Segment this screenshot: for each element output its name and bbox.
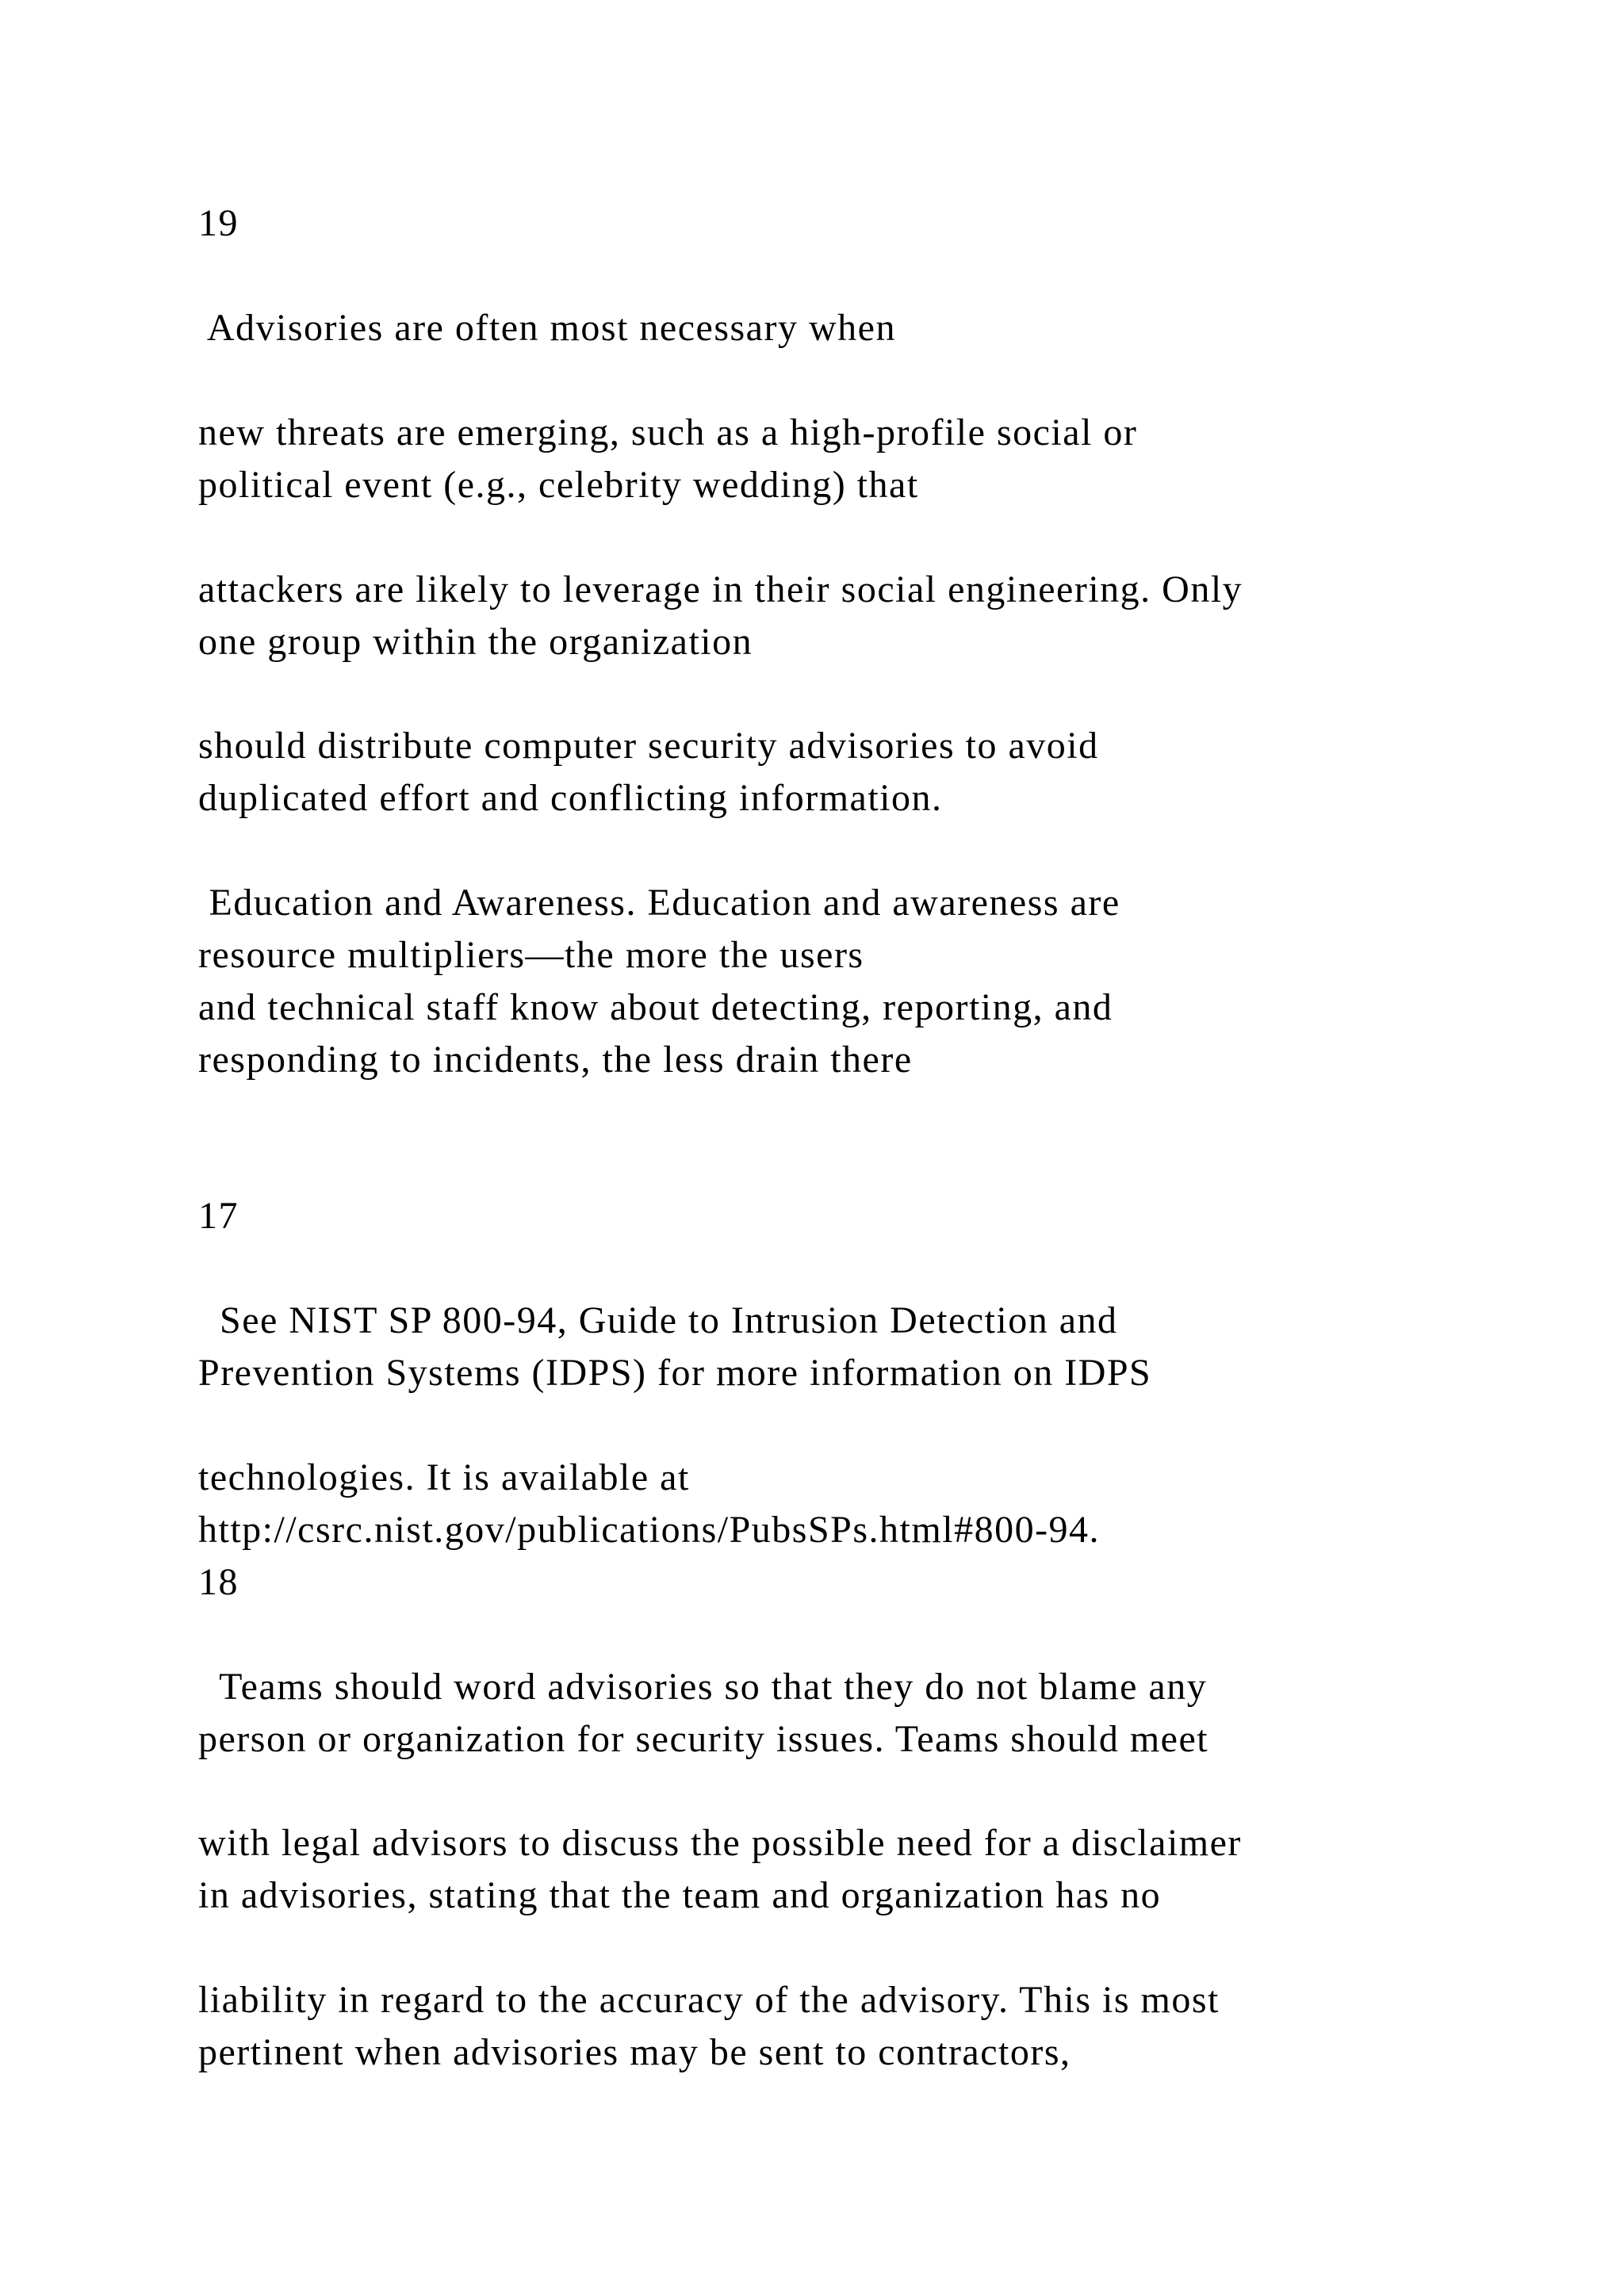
footnote-text: in advisories, stating that the team and organization has no xyxy=(198,1874,1162,1916)
footnote-text: person or organization for security issues. Teams should meet xyxy=(198,1718,1209,1760)
text-line: political event (e.g., celebrity wedding) that xyxy=(198,464,919,506)
footnote-text: pertinent when advisories may be sent to contractors, xyxy=(198,2031,1071,2073)
footnote-number-17: 17 xyxy=(198,1195,239,1237)
footnote-text: See NIST SP 800-94, Guide to Intrusion Detection and xyxy=(198,1299,1118,1341)
bullet-line: Education and Awareness. Education and awareness are xyxy=(198,882,1120,924)
footnote-text: technologies. It is available at xyxy=(198,1456,690,1498)
footnote-number-19: 19 xyxy=(198,202,239,244)
footnote-number-18: 18 xyxy=(198,1561,239,1603)
text-line: Advisories are often most necessary when xyxy=(198,307,896,349)
text-line: resource multipliers—the more the users xyxy=(198,934,864,976)
text-line: and technical staff know about detecting, reporting, and xyxy=(198,986,1113,1028)
footnote-url: http://csrc.nist.gov/publications/PubsSPs.html#800-94. xyxy=(198,1509,1101,1551)
text-line: should distribute computer security advisories to avoid xyxy=(198,725,1099,767)
text-line: responding to incidents, the less drain there xyxy=(198,1039,913,1081)
footnote-text: with legal advisors to discuss the possible need for a disclaimer xyxy=(198,1822,1242,1864)
text-line: one group within the organization xyxy=(198,621,753,663)
text-line: attackers are likely to leverage in their social engineering. Only xyxy=(198,568,1243,610)
text-line: duplicated effort and conflicting information. xyxy=(198,777,943,819)
footnote-text: liability in regard to the accuracy of the advisory. This is most xyxy=(198,1979,1220,2021)
text-line: new threats are emerging, such as a high-profile social or xyxy=(198,411,1138,453)
footnote-text: Teams should word advisories so that they do not blame any xyxy=(198,1666,1208,1708)
footnote-text: Prevention Systems (IDPS) for more information on IDPS xyxy=(198,1352,1152,1394)
